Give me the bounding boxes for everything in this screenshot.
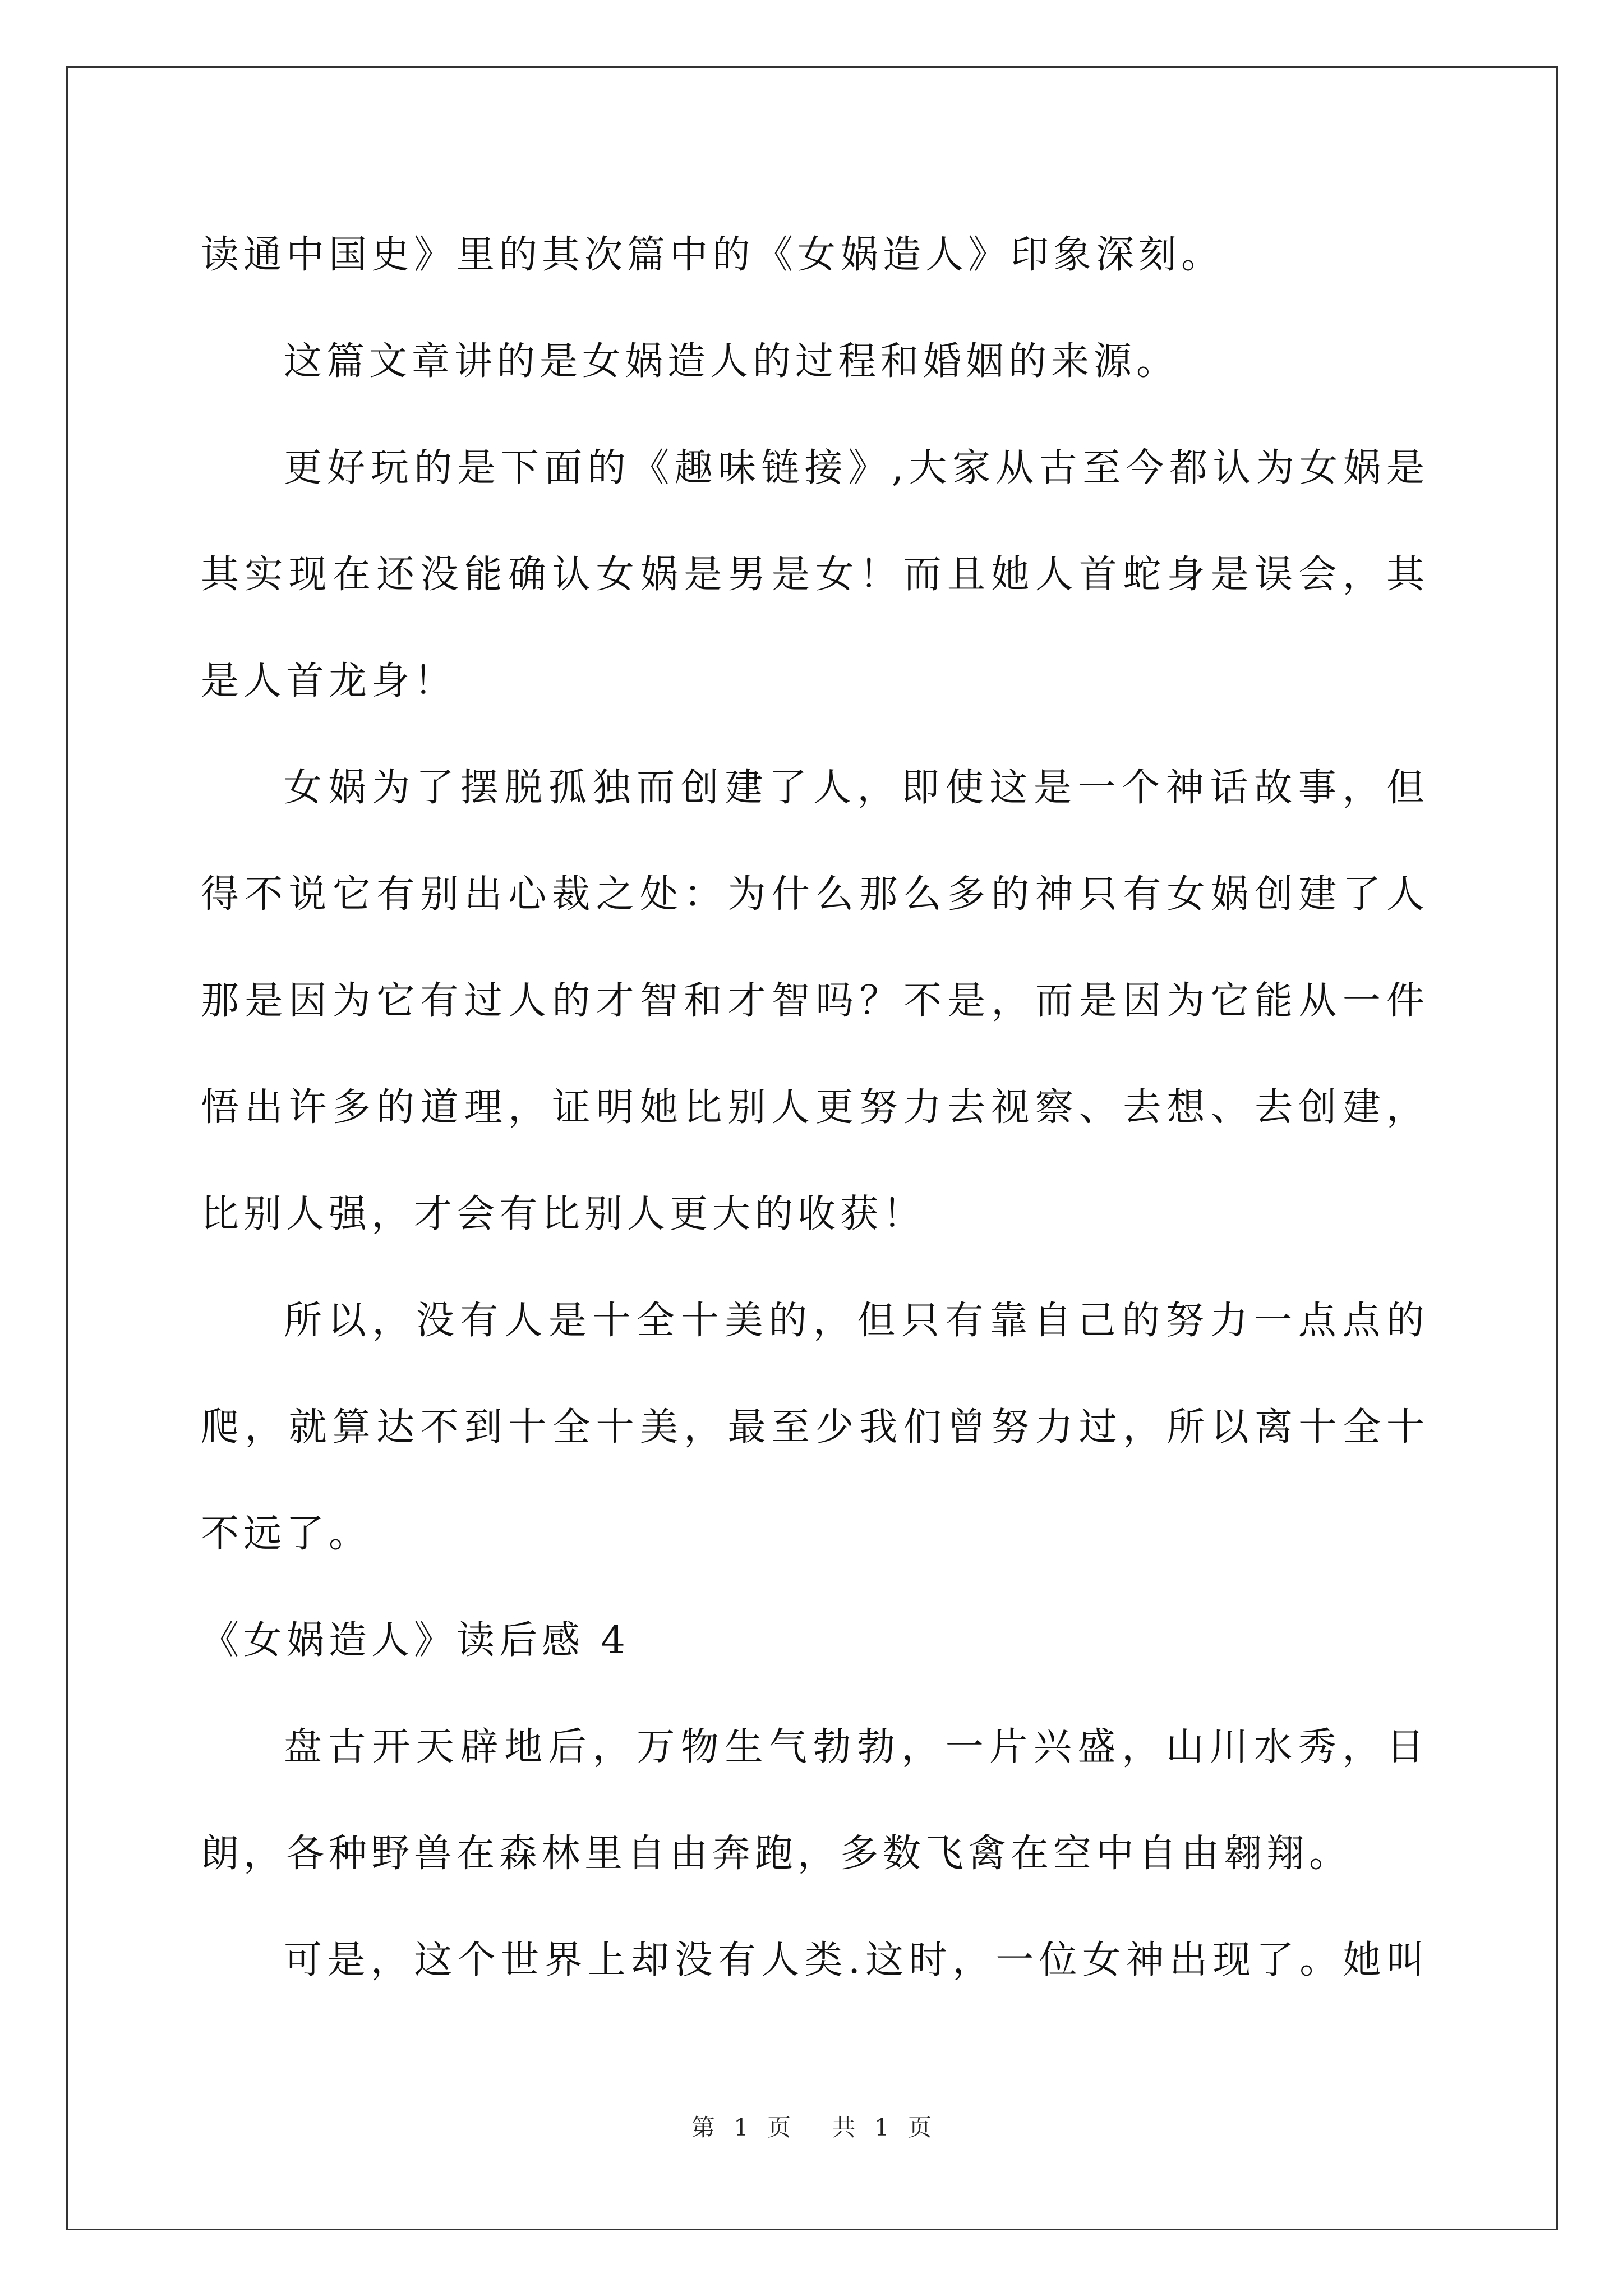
text-line: 更好玩的是下面的《趣味链接》,大家从古至今都认为女娲是 bbox=[284, 446, 1429, 490]
page-number-total: 共 1 页 bbox=[832, 2114, 932, 2141]
text-line: 可是，这个世界上却没有人类.这时，一位女神出现了。她叫 bbox=[284, 1938, 1429, 1982]
page-footer bbox=[0, 2109, 1623, 2143]
text-line: 朗，各种野兽在森林里自由奔跑，多数飞禽在空中自由翱翔。 bbox=[201, 1832, 1352, 1876]
text-line: 比别人强，才会有比别人更大的收获！ bbox=[201, 1192, 926, 1236]
text-line: 读通中国史》里的其次篇中的《女娲造人》印象深刻。 bbox=[201, 233, 1224, 277]
text-line: 得不说它有别出心裁之处：为什么那么多的神只有女娲创建了人 bbox=[201, 872, 1429, 917]
document-body bbox=[201, 202, 1429, 2014]
text-line: 悟出许多的道理，证明她比别人更努力去视察、去想、去创建， bbox=[201, 1085, 1429, 1130]
page-number-current: 第 1 页 bbox=[691, 2114, 791, 2141]
text-line: 那是因为它有过人的才智和才智吗？不是，而是因为它能从一件 bbox=[201, 979, 1429, 1023]
text-line: 是人首龙身！ bbox=[201, 659, 457, 703]
text-line: 不远了。 bbox=[201, 1512, 372, 1556]
text-line: 所以，没有人是十全十美的，但只有靠自己的努力一点点的 bbox=[284, 1299, 1429, 1343]
text-line: 其实现在还没能确认女娲是男是女！而且她人首蛇身是误会，其 bbox=[201, 553, 1429, 597]
section-heading: 《女娲造人》读后感 4 bbox=[201, 1618, 630, 1663]
text-line: 爬，就算达不到十全十美，最至少我们曾努力过，所以离十全十 bbox=[201, 1405, 1429, 1450]
text-line: 这篇文章讲的是女娲造人的过程和婚姻的来源。 bbox=[284, 339, 1179, 384]
text-line: 女娲为了摆脱孤独而创建了人，即使这是一个神话故事，但 bbox=[284, 766, 1429, 810]
text-line: 盘古开天辟地后，万物生气勃勃，一片兴盛，山川水秀，日 bbox=[284, 1725, 1429, 1769]
